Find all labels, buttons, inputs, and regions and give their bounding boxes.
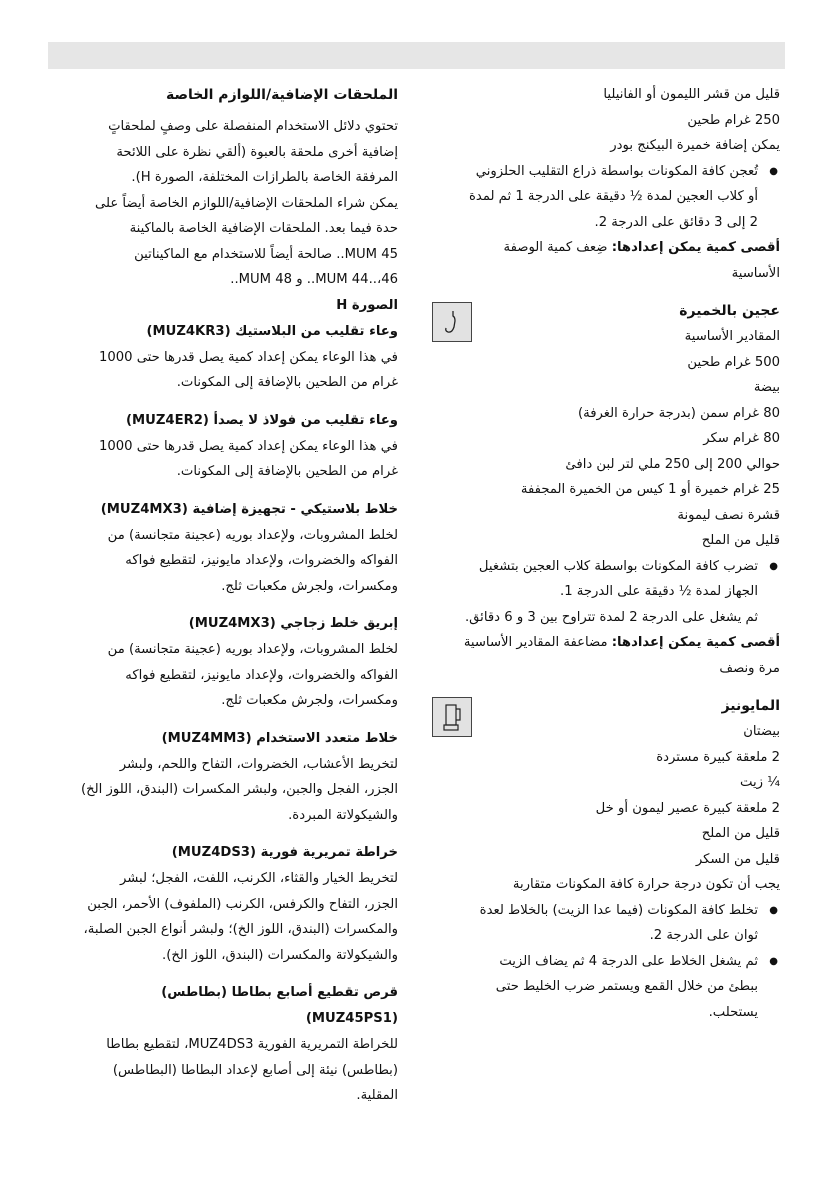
ingredient-line: قليل من السكر (695, 851, 780, 867)
mayonnaise-title: المايونيز (721, 698, 780, 714)
instruction-line: تُعجن كافة المكونات بواسطة ذراع التقليب الحلزوني (475, 163, 758, 179)
section-line: لتخريط الخيار والقثاء، الكرنب، اللفت، الفجل؛ لبشر (120, 871, 398, 886)
max-quantity-label: أقصى كمية يمكن إعدادها: (611, 635, 780, 650)
section-line: ومكسرات، ولجرش مكعبات ثلج. (221, 578, 398, 594)
instruction-item (428, 159, 780, 236)
ingredient-line: يجب أن تكون درجة حرارة كافة المكونات متقاربة (512, 877, 780, 892)
section-heading: خراطة تمريرية فورية (MUZ4DS3) (171, 845, 398, 860)
ingredient-line: 250 غرام طحين (687, 112, 780, 128)
instruction-line: ببطئ من خلال القمع ويستمر ضرب الخليط حتى (495, 979, 758, 994)
instruction-followup: ثم يشغل على الدرجة 2 لمدة تتراوح بين 3 و 6 دقائق. (464, 609, 758, 625)
section-line: للخراطة التمريرية الفورية MUZ4DS3، لتقطيع بطاطا (106, 1037, 398, 1052)
max-quantity-text2: مرة ونصف (719, 660, 780, 676)
accessories-column (48, 82, 398, 1109)
ingredient-line: المقادير الأساسية (684, 329, 780, 344)
ingredient-line: 2 ملعقة كبيرة مستردة (656, 749, 780, 765)
instruction-line: تخلط كافة المكونات (فيما عدا الزيت) بالخلاط لعدة (479, 902, 758, 918)
instruction-item (428, 554, 780, 605)
ingredient-line: بيضتان (743, 724, 780, 739)
section-line: والشيكولاتة والمكسرات (البندق، اللوز الخ). (162, 947, 398, 963)
figure-label: الصورة H (336, 297, 398, 313)
yeast-dough-section (428, 298, 780, 681)
instruction-list (428, 898, 780, 1026)
section-heading: وعاء تقليب من فولاذ لا يصدأ (MUZ4ER2) (125, 412, 398, 428)
max-quantity-label: أقصى كمية يمكن إعدادها: (611, 240, 780, 255)
instruction-line: ثوان على الدرجة 2. (649, 928, 758, 943)
section-line: في هذا الوعاء يمكن إعداد كمية يصل قدرها حتى 1000 (98, 349, 398, 365)
dough-hook-icon (432, 302, 472, 342)
max-quantity-text2: الأساسية (731, 265, 780, 281)
ingredient-line: قشرة نصف ليمونة (677, 507, 780, 523)
section-heading: خلاط متعدد الاستخدام (MUZ4MM3) (161, 730, 398, 746)
ingredient-line: 2 ملعقة كبيرة عصير ليمون أو خل (595, 800, 780, 816)
ingredient-line: 500 غرام طحين (687, 354, 780, 370)
section-line: في هذا الوعاء يمكن إعداد كمية يصل قدرها حتى 1000 (98, 438, 398, 454)
instruction-line: 2 إلى 3 دقائق على الدرجة 2. (594, 214, 758, 230)
instruction-line: أو كلاب العجين لمدة ½ دقيقة على الدرجة 1 ثم لمدة (469, 189, 758, 204)
section-line: الفواكه والخضروات، ولإعداد مايونيز، لتقطيع فواكه (125, 553, 398, 568)
ingredient-line: قليل من الملح (701, 826, 780, 841)
section-line: والمكسرات (البندق، اللوز الخ)؛ ولبشر أنواع الجبن الصلبة، (83, 922, 398, 937)
instruction-line: ثم يشغل الخلاط على الدرجة 4 ثم يضاف الزيت (499, 953, 758, 969)
instruction-line: الجهاز لمدة ½ دقيقة على الدرجة 1. (560, 584, 758, 599)
ingredient-line: 80 غرام سمن (بدرجة حرارة الغرفة) (578, 405, 780, 421)
section-line: المقلية. (356, 1088, 398, 1103)
instruction-list (428, 554, 780, 605)
para-line: MUM 44..،46.. و MUM 48.. (230, 272, 398, 287)
ingredient-line: حوالي 200 إلى 250 ملي لتر لبن دافئ (565, 456, 780, 472)
ingredient-line: 25 غرام خميرة أو 1 كيس من الخميرة المجففة (520, 482, 780, 497)
max-quantity-text: مضاعفة المقادير الأساسية (463, 635, 612, 650)
instruction-list (428, 159, 780, 236)
ingredient-line: قليل من قشر الليمون أو الفانيليا (603, 87, 780, 102)
section-heading: خلاط بلاستيكي - تجهيزة إضافية (MUZ4MX3) (100, 501, 398, 517)
yeast-dough-title: عجين بالخميرة (679, 303, 780, 319)
section-line: الفواكه والخضروات، ولإعداد مايونيز، لتقطيع فواكه (125, 667, 398, 683)
section-line: لتخريط الأعشاب، الخضروات، التفاح واللحم، ولبشر (119, 756, 398, 772)
header-bar (48, 42, 785, 69)
ingredient-line: ¼ زيت (740, 775, 780, 790)
section-heading: إبريق خلط زجاجي (MUZ4MX3) (188, 616, 398, 631)
max-quantity (428, 235, 780, 261)
intro-line: إضافية أخرى ملحقة بالعبوة (ألقي نظرة على اللائحة (116, 144, 398, 160)
ingredient-line: قليل من الملح (701, 533, 780, 548)
ingredient-line: 80 غرام سكر (703, 431, 780, 446)
instruction-item (428, 898, 780, 949)
mayonnaise-section (428, 693, 780, 1025)
max-quantity-text: ضِعف كمية الوصفة (503, 240, 612, 255)
accessories-title: الملحقات الإضافية/اللوازم الخاصة (166, 87, 398, 103)
para-line: يمكن شراء الملحقات الإضافية/اللوازم الخاصة أيضاً على (95, 195, 398, 211)
recipes-column (428, 82, 780, 1025)
section-heading-code: (MUZ45PS1) (305, 1011, 398, 1026)
section-line: غرام من الطحين بالإضافة إلى المكونات. (176, 464, 398, 479)
section-line: لخلط المشروبات، ولإعداد بوريه (عجينة متجانسة) من (107, 642, 398, 657)
section-line: لخلط المشروبات، ولإعداد بوريه (عجينة متجانسة) من (107, 527, 398, 543)
section-line: والشيكولاتة المبردة. (288, 807, 398, 823)
intro-line: المرفقة الخاصة بالطرازات المختلفة، الصورة H). (131, 170, 398, 185)
section-line: الجزر، التفاح والكرفس، الكرنب (الملفوف) الأحمر، الجبن (87, 896, 398, 912)
max-quantity (428, 630, 780, 656)
instruction-line: يستحلب. (708, 1004, 758, 1020)
para-line: حدة فيما بعد. الملحقات الإضافية الخاصة بالماكينة (129, 221, 398, 236)
section-line: ومكسرات، ولجرش مكعبات ثلج. (221, 693, 398, 708)
section-line: (بطاطس) نيئة إلى أصابع لإعداد البطاطا (البطاطس) (112, 1062, 398, 1078)
ingredient-line: بيضة (753, 380, 780, 395)
ingredient-line: يمكن إضافة خميرة البيكنج بودر (610, 138, 780, 153)
section-heading: قرص تقطيع أصابع بطاطا (بطاطس) (161, 985, 398, 1000)
section-line: الجزر، الفجل والجبن، ولبشر المكسرات (البندق، اللوز الخ) (80, 782, 398, 797)
para-line: MUM 45.. صالحة أيضاً للاستخدام مع الماكيناتين (134, 246, 398, 262)
intro-line: تحتوي دلائل الاستخدام المنفصلة على وصفٍ لملحقاتٍ (108, 119, 398, 134)
instruction-item (428, 949, 780, 1026)
instruction-line: تضرب كافة المكونات بواسطة كلاب العجين بتشغيل (478, 558, 758, 574)
section-line: غرام من الطحين بالإضافة إلى المكونات. (176, 375, 398, 390)
blender-icon (432, 697, 472, 737)
section-heading: وعاء تقليب من البلاستيك (MUZ4KR3) (146, 323, 398, 339)
